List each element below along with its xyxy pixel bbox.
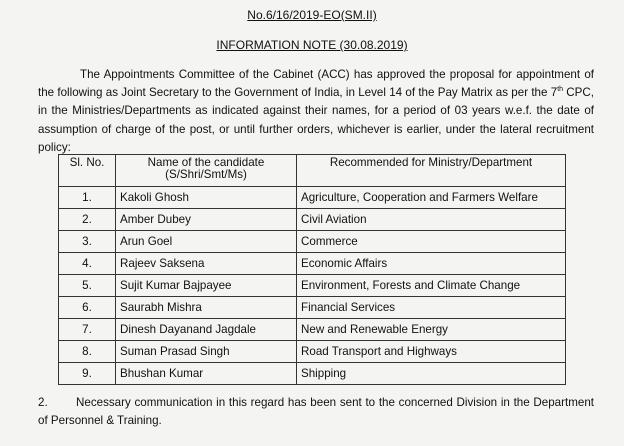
row-sl-no: 8. xyxy=(59,341,116,363)
row-ministry: Road Transport and Highways xyxy=(297,341,566,363)
closing-paragraph xyxy=(38,394,594,430)
header-ministry: Recommended for Ministry/Department xyxy=(297,155,566,187)
row-candidate-name: Arun Goel xyxy=(116,231,297,253)
row-ministry: Commerce xyxy=(297,231,566,253)
row-sl-no: 6. xyxy=(59,297,116,319)
row-ministry: Economic Affairs xyxy=(297,253,566,275)
table-row xyxy=(59,363,566,385)
closing-number: 2. xyxy=(38,396,48,409)
row-candidate-name: Bhushan Kumar xyxy=(116,363,297,385)
row-candidate-name: Saurabh Mishra xyxy=(116,297,297,319)
table-row xyxy=(59,231,566,253)
table-row xyxy=(59,209,566,231)
table-row xyxy=(59,341,566,363)
header-name-line2: (S/Shri/Smt/Ms) xyxy=(165,168,247,181)
row-candidate-name: Kakoli Ghosh xyxy=(116,187,297,209)
table-row xyxy=(59,297,566,319)
row-ministry: Civil Aviation xyxy=(297,209,566,231)
row-ministry: Environment, Forests and Climate Change xyxy=(297,275,566,297)
table-row xyxy=(59,187,566,209)
intro-text-part2: CPC, in the Ministries/Departments as indicated against their names, for a period of 03 years w.e.f. the date of assumption of charge of the post, or until further orders, whichever is earlier, under the lateral recruitment policy: xyxy=(38,86,595,154)
header-sl-no: Sl. No. xyxy=(59,155,116,187)
row-sl-no: 5. xyxy=(59,275,116,297)
table-row xyxy=(59,253,566,275)
row-candidate-name: Suman Prasad Singh xyxy=(116,341,297,363)
document-reference-number: No.6/16/2019-EO(SM.II) xyxy=(247,8,377,22)
row-ministry: Shipping xyxy=(297,363,566,385)
intro-text-part1: The Appointments Committee of the Cabinet (ACC) has approved the proposal for appointment of the following as Joint Secretary to the Government of India, in Level 14 of the Pay Matrix as per the 7 xyxy=(38,68,594,100)
row-sl-no: 9. xyxy=(59,363,116,385)
intro-superscript: th xyxy=(557,86,564,94)
row-sl-no: 4. xyxy=(59,253,116,275)
header-candidate-name xyxy=(116,155,297,187)
table-header-row xyxy=(59,155,566,187)
row-sl-no: 3. xyxy=(59,231,116,253)
closing-text: Necessary communication in this regard has been sent to the concerned Division in the Department of Personnel & Training. xyxy=(38,396,594,427)
row-candidate-name: Rajeev Saksena xyxy=(116,253,297,275)
table-row xyxy=(59,319,566,341)
row-sl-no: 7. xyxy=(59,319,116,341)
row-candidate-name: Amber Dubey xyxy=(116,209,297,231)
row-ministry: New and Renewable Energy xyxy=(297,319,566,341)
table-row xyxy=(59,275,566,297)
row-ministry: Agriculture, Cooperation and Farmers Welfare xyxy=(297,187,566,209)
row-sl-no: 1. xyxy=(59,187,116,209)
row-ministry: Financial Services xyxy=(297,297,566,319)
header-name-line1: Name of the candidate xyxy=(147,156,265,169)
information-note-title: INFORMATION NOTE (30.08.2019) xyxy=(216,38,408,52)
appointments-table xyxy=(58,154,566,385)
intro-paragraph xyxy=(38,66,594,157)
row-candidate-name: Sujit Kumar Bajpayee xyxy=(116,275,297,297)
row-candidate-name: Dinesh Dayanand Jagdale xyxy=(116,319,297,341)
row-sl-no: 2. xyxy=(59,209,116,231)
